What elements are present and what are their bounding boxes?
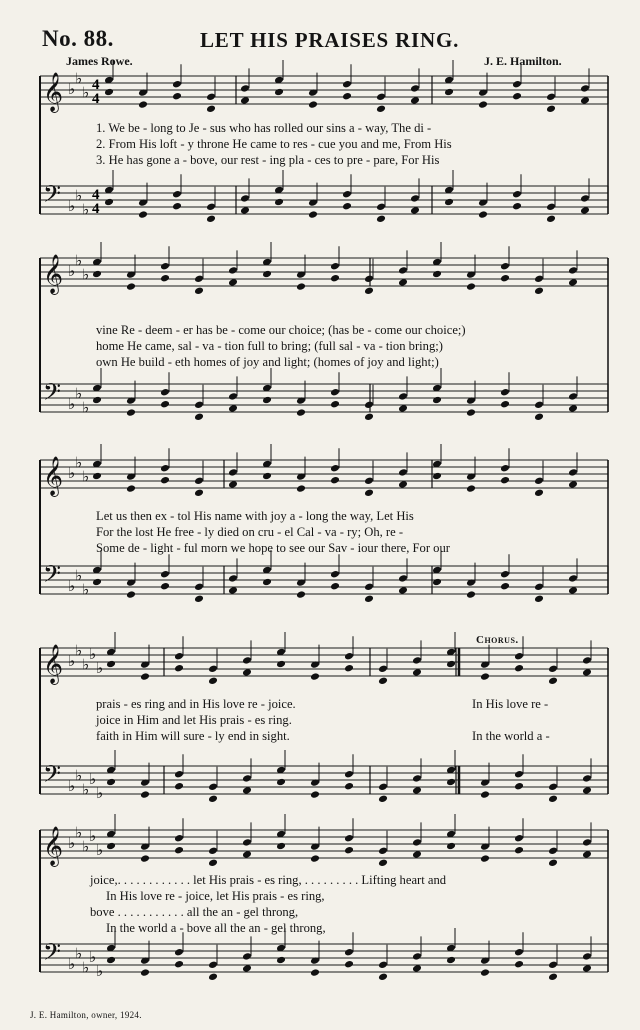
note-head (546, 203, 556, 212)
lyric-line: Let us then ex - tol His name with joy a - long the way, Let His (96, 509, 414, 523)
note-head (296, 282, 306, 291)
time-signature-digit: 4 (92, 201, 100, 217)
lyric-line: In the world a - (472, 729, 550, 743)
note-head (92, 578, 102, 587)
note-head (398, 392, 408, 401)
note-head (364, 583, 374, 592)
note-head (330, 464, 340, 473)
note-head (512, 190, 522, 199)
note-head (548, 973, 558, 982)
bass-clef-icon: 𝄢 (43, 378, 62, 411)
flat-sign: ♭ (68, 262, 76, 280)
note-head (364, 275, 374, 284)
bass-clef-icon: 𝄢 (43, 180, 62, 213)
note-head (446, 956, 456, 965)
note-head (330, 400, 340, 409)
flat-sign: ♭ (75, 823, 83, 842)
note-head (444, 88, 454, 97)
note-head (514, 652, 524, 661)
note-head (568, 392, 578, 401)
flat-sign: ♭ (75, 384, 83, 403)
note-head (378, 783, 388, 792)
flat-sign: ♭ (82, 398, 90, 417)
note-head (262, 270, 272, 279)
note-head (364, 595, 374, 604)
note-head (242, 774, 252, 783)
flat-sign: ♭ (75, 453, 83, 472)
note-head (548, 847, 558, 856)
note-head (446, 660, 456, 669)
note-head (206, 93, 216, 102)
note-head (582, 656, 592, 665)
note-head (342, 202, 352, 211)
note-head (208, 973, 218, 982)
note-head (174, 846, 184, 855)
note-head (500, 476, 510, 485)
lyric-line: bove . . . . . . . . . . . all the an - gel throng, (90, 905, 299, 919)
flat-sign: ♭ (75, 641, 83, 660)
flat-sign: ♭ (68, 80, 76, 98)
note-head (174, 782, 184, 791)
note-head (344, 664, 354, 673)
note-head (262, 396, 272, 405)
note-head (364, 401, 374, 410)
note-head (160, 262, 170, 271)
note-head (478, 100, 488, 109)
note-head (330, 388, 340, 397)
flat-sign: ♭ (82, 580, 90, 599)
note-head (546, 215, 556, 224)
note-head (262, 472, 272, 481)
note-head (140, 790, 150, 799)
note-head (172, 92, 182, 101)
lyric-line: In the world a - bove all the an - gel throng, (106, 921, 326, 935)
flat-sign: ♭ (68, 777, 76, 795)
note-head (330, 274, 340, 283)
note-head (376, 215, 386, 224)
note-head (194, 401, 204, 410)
flat-sign: ♭ (68, 955, 76, 973)
bass-clef-icon: 𝄢 (43, 760, 62, 793)
lyric-line: In His love re - (472, 697, 549, 711)
note-head (194, 595, 204, 604)
note-head (308, 100, 318, 109)
note-head (160, 400, 170, 409)
time-signature-digit: 4 (92, 187, 100, 203)
note-head (432, 472, 442, 481)
flat-sign: ♭ (96, 841, 104, 859)
flat-sign: ♭ (68, 197, 76, 215)
note-head (534, 489, 544, 498)
note-head (364, 477, 374, 486)
note-head (92, 472, 102, 481)
note-head (398, 266, 408, 275)
note-head (514, 960, 524, 969)
note-head (548, 677, 558, 686)
note-head (104, 198, 114, 207)
note-head (174, 948, 184, 957)
note-head (228, 468, 238, 477)
note-head (580, 84, 590, 93)
note-head (344, 960, 354, 969)
note-head (376, 203, 386, 212)
note-head (92, 396, 102, 405)
note-head (262, 578, 272, 587)
note-head (514, 770, 524, 779)
flat-sign: ♭ (75, 566, 83, 585)
note-head (208, 847, 218, 856)
note-head (330, 582, 340, 591)
note-head (228, 392, 238, 401)
note-head (126, 408, 136, 417)
note-head (308, 210, 318, 219)
note-head (568, 266, 578, 275)
note-head (206, 203, 216, 212)
note-head (126, 282, 136, 291)
treble-clef-icon: 𝄞 (43, 826, 64, 866)
lyric-line: In His love re - joice, let His prais - es ring, (106, 889, 325, 903)
note-head (140, 968, 150, 977)
note-head (206, 215, 216, 224)
note-head (296, 590, 306, 599)
note-head (138, 210, 148, 219)
flat-sign: ♭ (75, 186, 83, 205)
note-head (432, 396, 442, 405)
treble-clef-icon: 𝄞 (43, 254, 64, 294)
note-head (174, 664, 184, 673)
flat-sign: ♭ (96, 962, 104, 980)
note-head (344, 834, 354, 843)
flat-sign: ♭ (96, 659, 104, 677)
note-head (466, 484, 476, 493)
lyric-line: vine Re - deem - er has be - come our choice; (has be - come our choice;) (96, 323, 466, 337)
chorus-label: Chorus. (476, 634, 519, 646)
note-head (160, 388, 170, 397)
lyric-line: joice in Him and let His prais - es ring. (96, 713, 292, 727)
note-head (412, 656, 422, 665)
note-head (194, 583, 204, 592)
note-head (500, 262, 510, 271)
note-head (582, 952, 592, 961)
note-head (378, 847, 388, 856)
note-head (330, 262, 340, 271)
flat-sign: ♭ (75, 944, 83, 963)
note-head (432, 270, 442, 279)
note-head (310, 854, 320, 863)
lyricist-credit: James Rowe. (66, 54, 133, 68)
lyric-line: joice,. . . . . . . . . . . . let His prais - es ring, . . . . . . . . . Lifting heart and (90, 873, 447, 887)
note-head (92, 270, 102, 279)
note-head (228, 266, 238, 275)
composer-credit: J. E. Hamilton. (484, 54, 562, 68)
note-head (364, 489, 374, 498)
note-head (194, 275, 204, 284)
lyric-line: 3. He has gone a - bove, our rest - ing pla - ces to pre - pare, For His (96, 153, 440, 167)
note-head (514, 782, 524, 791)
note-head (330, 476, 340, 485)
note-head (534, 595, 544, 604)
note-head (534, 275, 544, 284)
flat-sign: ♭ (75, 69, 83, 88)
note-head (548, 795, 558, 804)
note-head (242, 838, 252, 847)
note-head (478, 210, 488, 219)
treble-clef-icon: 𝄞 (43, 644, 64, 684)
flat-sign: ♭ (89, 770, 97, 788)
bass-clef-icon: 𝄢 (43, 560, 62, 593)
note-head (296, 484, 306, 493)
note-head (446, 842, 456, 851)
note-head (138, 100, 148, 109)
note-head (514, 846, 524, 855)
note-head (534, 583, 544, 592)
lyric-line: own He build - eth homes of joy and light; (homes of joy and light;) (96, 355, 439, 369)
note-head (500, 570, 510, 579)
note-head (410, 84, 420, 93)
note-head (398, 468, 408, 477)
note-head (310, 968, 320, 977)
note-head (364, 287, 374, 296)
note-head (480, 790, 490, 799)
treble-clef-icon: 𝄞 (43, 456, 64, 496)
note-head (364, 413, 374, 422)
note-head (208, 795, 218, 804)
bass-clef-icon: 𝄢 (43, 938, 62, 971)
note-head (466, 408, 476, 417)
note-head (514, 948, 524, 957)
lyric-line: home He came, sal - va - tion full to bring; (full sal - va - tion bring;) (96, 339, 443, 353)
note-head (276, 778, 286, 787)
note-head (466, 282, 476, 291)
note-head (580, 194, 590, 203)
note-head (208, 783, 218, 792)
time-signature-digit: 4 (92, 77, 100, 93)
note-head (174, 960, 184, 969)
note-head (344, 782, 354, 791)
note-head (548, 783, 558, 792)
note-head (548, 859, 558, 868)
note-head (342, 190, 352, 199)
note-head (512, 92, 522, 101)
note-head (582, 838, 592, 847)
note-head (446, 778, 456, 787)
flat-sign: ♭ (82, 780, 90, 799)
note-head (296, 408, 306, 417)
hymn-title: LET HIS PRAISES RING. (200, 28, 460, 52)
note-head (582, 774, 592, 783)
note-head (514, 834, 524, 843)
note-head (410, 194, 420, 203)
note-head (378, 961, 388, 970)
note-head (466, 590, 476, 599)
note-head (194, 287, 204, 296)
flat-sign: ♭ (75, 251, 83, 270)
note-head (106, 660, 116, 669)
note-head (208, 665, 218, 674)
note-head (194, 489, 204, 498)
note-head (444, 198, 454, 207)
note-head (344, 846, 354, 855)
note-head (240, 84, 250, 93)
note-head (500, 388, 510, 397)
note-head (276, 956, 286, 965)
note-head (500, 274, 510, 283)
note-head (568, 574, 578, 583)
flat-sign: ♭ (82, 655, 90, 674)
flat-sign: ♭ (68, 652, 76, 670)
note-head (412, 774, 422, 783)
note-head (512, 202, 522, 211)
note-head (274, 88, 284, 97)
note-head (208, 677, 218, 686)
note-head (206, 105, 216, 114)
note-head (534, 401, 544, 410)
note-head (194, 413, 204, 422)
note-head (344, 652, 354, 661)
note-head (228, 574, 238, 583)
note-head (310, 672, 320, 681)
flat-sign: ♭ (82, 467, 90, 486)
lyric-line: faith in Him will sure - ly end in sight. (96, 729, 290, 743)
note-head (534, 477, 544, 486)
note-head (174, 770, 184, 779)
note-head (104, 88, 114, 97)
flat-sign: ♭ (82, 83, 90, 102)
flat-sign: ♭ (68, 577, 76, 595)
note-head (546, 93, 556, 102)
note-head (378, 859, 388, 868)
note-head (376, 93, 386, 102)
note-head (160, 570, 170, 579)
flat-sign: ♭ (68, 395, 76, 413)
note-head (342, 80, 352, 89)
note-head (344, 948, 354, 957)
note-head (126, 484, 136, 493)
flat-sign: ♭ (89, 827, 97, 845)
note-head (140, 672, 150, 681)
note-head (378, 665, 388, 674)
note-head (376, 105, 386, 114)
note-head (106, 956, 116, 965)
note-head (378, 677, 388, 686)
note-head (398, 574, 408, 583)
hymn-number: No. 88. (42, 26, 114, 51)
copyright-footer: J. E. Hamilton, owner, 1924. (30, 1010, 142, 1020)
flat-sign: ♭ (82, 837, 90, 856)
flat-sign: ♭ (82, 958, 90, 977)
note-head (160, 582, 170, 591)
note-head (172, 202, 182, 211)
note-head (534, 287, 544, 296)
note-head (172, 190, 182, 199)
flat-sign: ♭ (75, 766, 83, 785)
note-head (568, 468, 578, 477)
note-head (512, 80, 522, 89)
lyric-line: 1. We be - long to Je - sus who has rolled our sins a - way, The di - (96, 121, 432, 135)
note-head (106, 778, 116, 787)
flat-sign: ♭ (82, 200, 90, 219)
note-head (160, 476, 170, 485)
treble-clef-icon: 𝄞 (43, 72, 64, 112)
note-head (432, 578, 442, 587)
note-head (140, 854, 150, 863)
note-head (480, 968, 490, 977)
note-head (274, 198, 284, 207)
note-head (480, 672, 490, 681)
flat-sign: ♭ (96, 784, 104, 802)
note-head (412, 838, 422, 847)
note-head (500, 464, 510, 473)
flat-sign: ♭ (89, 645, 97, 663)
lyric-line: For the lost He free - ly died on cru - el Cal - va - ry; Oh, re - (96, 525, 404, 539)
flat-sign: ♭ (82, 265, 90, 284)
note-head (500, 582, 510, 591)
note-head (106, 842, 116, 851)
note-head (480, 854, 490, 863)
flat-sign: ♭ (89, 948, 97, 966)
lyric-line: Some de - light - ful morn we hope to see our Sav - iour there, For our (96, 541, 450, 555)
note-head (548, 665, 558, 674)
note-head (546, 105, 556, 114)
note-head (500, 400, 510, 409)
flat-sign: ♭ (68, 834, 76, 852)
note-head (344, 770, 354, 779)
note-head (412, 952, 422, 961)
note-head (208, 961, 218, 970)
note-head (126, 590, 136, 599)
note-head (330, 570, 340, 579)
note-head (172, 80, 182, 89)
note-head (194, 477, 204, 486)
note-head (378, 795, 388, 804)
note-head (310, 790, 320, 799)
note-head (242, 656, 252, 665)
note-head (160, 464, 170, 473)
note-head (208, 859, 218, 868)
note-head (240, 194, 250, 203)
note-head (378, 973, 388, 982)
note-head (276, 842, 286, 851)
note-head (160, 274, 170, 283)
lyric-line: 2. From His loft - y throne He came to res - cue you and me, From His (96, 137, 452, 151)
note-head (242, 952, 252, 961)
note-head (276, 660, 286, 669)
note-head (174, 652, 184, 661)
note-head (174, 834, 184, 843)
note-head (342, 92, 352, 101)
flat-sign: ♭ (68, 464, 76, 482)
note-head (514, 664, 524, 673)
note-head (534, 413, 544, 422)
note-head (548, 961, 558, 970)
time-signature-digit: 4 (92, 91, 100, 107)
lyric-line: prais - es ring and in His love re - joice. (96, 697, 296, 711)
